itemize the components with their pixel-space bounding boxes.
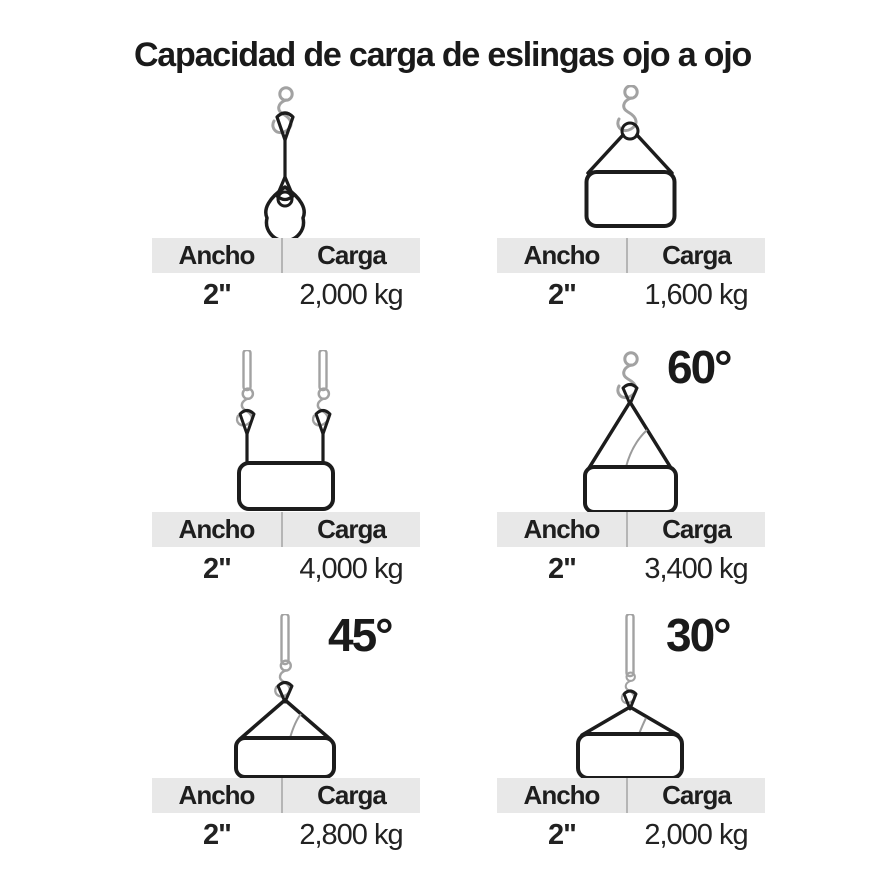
carga-value: 2,000 kg xyxy=(299,278,403,311)
carga-value: 3,400 kg xyxy=(644,552,748,585)
load-box xyxy=(578,734,682,778)
col-carga: Carga xyxy=(317,240,386,270)
double-vertical-sling-illustration xyxy=(152,350,420,512)
table-row xyxy=(497,813,765,857)
ancho-value: 2" xyxy=(548,552,576,585)
strap xyxy=(282,614,289,664)
col-carga: Carga xyxy=(662,780,731,810)
col-carga: Carga xyxy=(662,240,731,270)
table-row xyxy=(152,273,420,317)
table-header xyxy=(152,512,420,547)
table-row xyxy=(497,273,765,317)
load-box xyxy=(239,463,333,509)
carga-value: 4,000 kg xyxy=(299,552,403,585)
sling-leg-right xyxy=(630,707,678,735)
page-title: Capacidad de carga de eslingas ojo a ojo xyxy=(133,36,752,74)
sling-leg-left xyxy=(588,135,623,173)
ancho-value: 2" xyxy=(203,278,231,311)
col-carga: Carga xyxy=(662,514,731,544)
carga-value: 1,600 kg xyxy=(644,278,748,311)
table-header xyxy=(497,778,765,813)
strap-left xyxy=(244,350,251,390)
sling-leg-left xyxy=(582,707,630,735)
panel-sling-45 xyxy=(152,609,420,857)
sling-eye-left xyxy=(240,411,254,435)
vertical-sling-drawing xyxy=(166,85,406,238)
col-carga: Carga xyxy=(317,780,386,810)
load-box xyxy=(587,172,675,226)
vertical-sling-illustration xyxy=(152,85,420,238)
sling-top-eye xyxy=(277,113,293,140)
col-ancho: Ancho xyxy=(152,512,283,547)
loop-icon xyxy=(266,187,304,238)
sling-leg-right xyxy=(630,402,671,468)
ancho-value: 2" xyxy=(548,818,576,851)
load-box xyxy=(236,738,334,777)
panel-vertical-sling xyxy=(152,85,420,317)
table-row xyxy=(152,813,420,857)
sling-leg-right xyxy=(637,135,672,173)
strap-right xyxy=(320,350,327,390)
col-ancho: Ancho xyxy=(497,512,628,547)
angle-label-30: 30° xyxy=(666,609,730,661)
table-header xyxy=(497,512,765,547)
sling-eye-right xyxy=(316,411,330,435)
angle-arc xyxy=(626,430,647,467)
ancho-value: 2" xyxy=(548,278,576,311)
ancho-value: 2" xyxy=(203,818,231,851)
sling-leg-left xyxy=(240,700,285,739)
col-ancho: Ancho xyxy=(497,238,628,273)
angle-label-45: 45° xyxy=(328,609,392,661)
table-row xyxy=(152,547,420,591)
load-box xyxy=(585,467,676,512)
col-ancho: Ancho xyxy=(152,778,283,813)
angle-arc xyxy=(290,714,301,738)
carga-value: 2,000 kg xyxy=(644,818,748,851)
basket-sling-illustration xyxy=(497,85,765,238)
table-header xyxy=(152,238,420,273)
ancho-value: 2" xyxy=(203,552,231,585)
table-row xyxy=(497,547,765,591)
table-header xyxy=(152,778,420,813)
sling-30-illustration xyxy=(497,609,765,778)
col-ancho: Ancho xyxy=(152,238,283,273)
strap xyxy=(627,614,634,676)
col-ancho: Ancho xyxy=(497,778,628,813)
panel-double-vertical-sling xyxy=(152,350,420,591)
panel-sling-60 xyxy=(497,341,765,591)
panel-basket-sling xyxy=(497,85,765,317)
sling-60-illustration xyxy=(497,341,765,512)
carga-value: 2,800 kg xyxy=(299,818,403,851)
table-header xyxy=(497,238,765,273)
basket-sling-drawing xyxy=(511,85,751,238)
sling-45-illustration xyxy=(152,609,420,778)
angle-arc xyxy=(639,718,646,734)
angle-label-60: 60° xyxy=(667,341,731,393)
sling-leg-left xyxy=(589,402,630,468)
panel-sling-30 xyxy=(497,609,765,857)
col-carga: Carga xyxy=(317,514,386,544)
double-vertical-sling-drawing xyxy=(166,350,406,512)
